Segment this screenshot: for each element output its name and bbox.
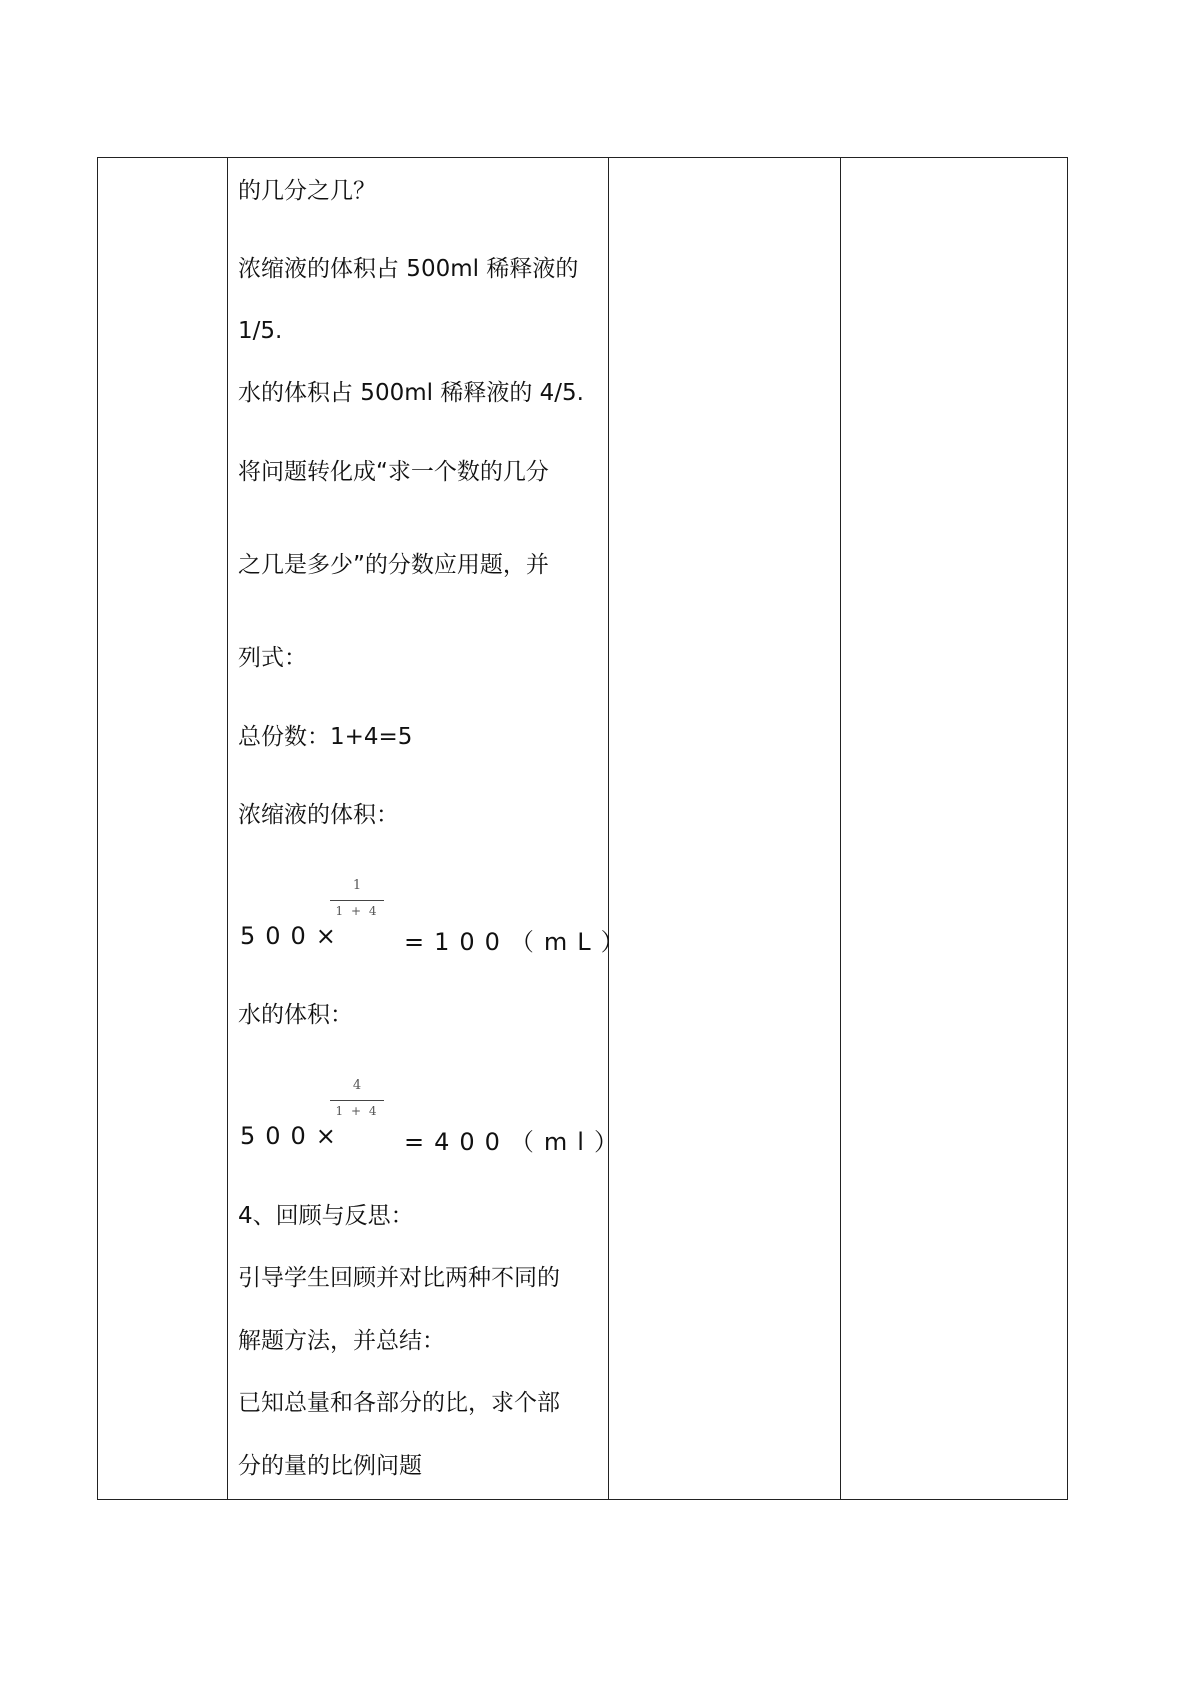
text-line: 1/5. xyxy=(238,318,283,344)
column-divider-3 xyxy=(840,158,841,1499)
fraction xyxy=(330,876,384,936)
formula-result: =400（ml） xyxy=(404,1128,628,1156)
fraction-denominator: 1 + 4 xyxy=(335,904,379,918)
formula-left: 500× xyxy=(240,1122,346,1150)
text-line: 水的体积占 500ml 稀释液的 4/5. xyxy=(238,380,584,406)
lesson-table xyxy=(97,157,1068,1500)
fraction-numerator: 1 xyxy=(352,878,362,893)
text-line: 解题方法，并总结： xyxy=(238,1328,445,1354)
text-line: 4、回顾与反思： xyxy=(238,1203,414,1229)
text-line: 之几是多少”的分数应用题，并 xyxy=(238,552,549,578)
text-line: 将问题转化成“求一个数的几分 xyxy=(238,459,549,485)
text-line: 分的量的比例问题 xyxy=(238,1453,422,1479)
text-line: 总份数：1+4=5 xyxy=(238,724,413,750)
text-line: 浓缩液的体积占 500ml 稀释液的 xyxy=(238,256,579,282)
text-line: 的几分之几？ xyxy=(238,178,376,204)
concentrate-volume-formula xyxy=(238,876,635,966)
fraction xyxy=(330,1076,384,1136)
column-divider-2 xyxy=(608,158,609,1499)
text-line: 浓缩液的体积： xyxy=(238,802,399,828)
text-line: 已知总量和各部分的比，求个部 xyxy=(238,1390,560,1416)
fraction-bar xyxy=(330,900,384,901)
water-volume-formula xyxy=(238,1076,628,1166)
formula-left: 500× xyxy=(240,922,346,950)
fraction-bar xyxy=(330,1100,384,1101)
formula-result: =100（mL） xyxy=(404,928,635,956)
text-line: 列式： xyxy=(238,645,307,671)
text-line: 水的体积： xyxy=(238,1002,353,1028)
fraction-numerator: 4 xyxy=(352,1078,362,1093)
column-divider-1 xyxy=(227,158,228,1499)
fraction-denominator: 1 + 4 xyxy=(335,1104,379,1118)
text-line: 引导学生回顾并对比两种不同的 xyxy=(238,1265,560,1291)
